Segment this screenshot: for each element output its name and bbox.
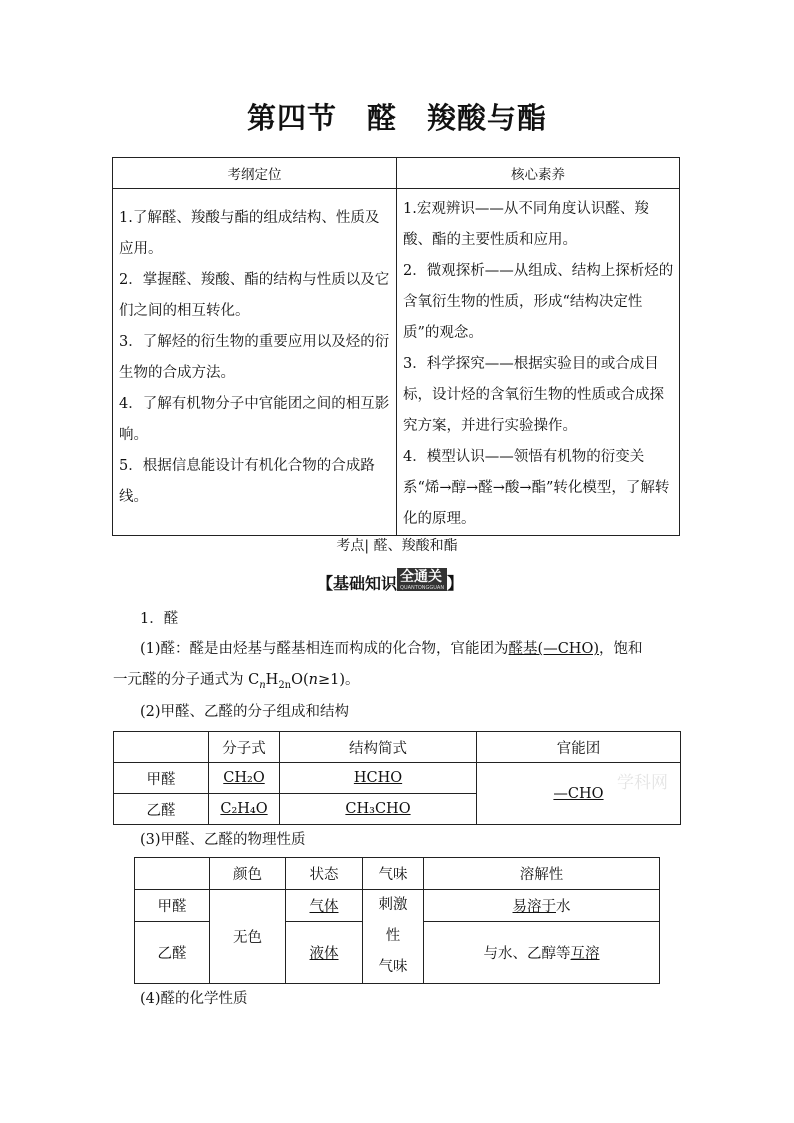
structure-acetaldehyde: CH₃CHO [280,794,477,825]
literacy-item: 2．微观探析——从组成、结构上探析烃的含氧衍生物的性质，形成“结构决定性质”的观念。 [403,263,674,341]
structure-header-formula: 分子式 [209,732,280,763]
text-span: O( [291,672,309,688]
solubility-pre: 与水、乙醇等 [483,946,571,962]
structure-formaldehyde: HCHO [280,763,477,794]
objectives-right-cell [397,189,680,536]
objectives-left-cell [113,189,397,536]
objective-item: 4．了解有机物分子中官能团之间的相互影响。 [119,396,390,443]
paragraph-aldehyde-definition [113,634,685,701]
subscript: n [259,679,266,691]
solubility-acetaldehyde [424,922,660,984]
objective-item: 5．根据信息能设计有机化合物的合成路线。 [119,458,375,505]
physical-header-state: 状态 [286,858,363,890]
banner-pill [397,568,447,591]
solubility-formaldehyde [424,890,660,922]
row-name-formaldehyde: 甲醛 [114,763,209,794]
watermark: 学科网 [617,773,668,793]
functional-group-cell: —CHO [477,763,681,825]
paragraph-chemical-caption: (4)醛的化学性质 [140,991,248,1007]
physical-properties-table [134,857,660,984]
smell-cell [363,890,424,984]
banner-right: 】 [447,574,464,593]
literacy-item: 3．科学探究——根据实验目的或合成目标，设计烃的含氧衍生物的性质或合成探究方案，并进行实验操作。 [403,356,664,434]
literacy-item: 1.宏观辨识——从不同角度认识醛、羧酸、酯的主要性质和应用。 [403,201,649,248]
variable-n: n [308,672,319,688]
text-span: 一元醛的分子通式为 C [113,672,260,688]
banner-left: 【基础知识 [317,574,398,593]
state-acetaldehyde: 液体 [286,922,363,984]
literacy-item: 4．模型认识——领悟有机物的衍变关系“烯→醇→醛→酸→酯”转化模型，了解转化的原理。 [403,449,670,527]
solubility-answer: 易溶于 [512,899,556,915]
objective-item: 3．了解烃的衍生物的重要应用以及烃的衍生物的合成方法。 [119,334,390,381]
banner-pill-text: 全通关 [400,569,443,585]
paragraph-structure-caption: (2)甲醛、乙醛的分子组成和结构 [140,704,350,720]
row-name-acetaldehyde: 乙醛 [114,794,209,825]
objective-item: 2．掌握醛、羧酸、酯的结构与性质以及它们之间的相互转化。 [119,272,390,319]
section-banner [317,568,463,594]
objectives-header-right: 核心素养 [397,158,680,189]
objective-item: 1.了解醛、羧酸与酯的组成结构、性质及应用。 [119,210,380,257]
row-name-acetaldehyde: 乙醛 [135,922,210,984]
objectives-header-left: 考纲定位 [113,158,397,189]
text-span: H [265,672,279,688]
functional-group-answer: 醛基(—CHO) [508,641,599,657]
page-title: 第四节 醛 羧酸与酯 [246,101,547,135]
smell-line: 刺激 [378,897,408,913]
physical-header-solubility: 溶解性 [424,858,660,890]
structure-header-simplified: 结构简式 [280,732,477,763]
smell-line: 气味 [378,959,408,975]
formula-acetaldehyde: C₂H₄O [209,794,280,825]
state-formaldehyde: 气体 [286,890,363,922]
topic-subheading: 考点| 醛、羧酸和酯 [336,538,458,554]
subscript: 2n [278,679,292,691]
text-span: ≥1)。 [318,672,360,688]
row-name-formaldehyde: 甲醛 [135,890,210,922]
physical-header-blank [135,858,210,890]
structure-table [113,731,681,825]
structure-header-blank [114,732,209,763]
solubility-answer: 互溶 [570,946,600,962]
objectives-table [112,157,680,536]
banner-pill-small: QUANTONGGUAN [400,585,445,591]
structure-header-group: 官能团 [477,732,681,763]
physical-header-smell: 气味 [363,858,424,890]
physical-header-color: 颜色 [210,858,286,890]
section-heading: 1．醛 [140,611,179,627]
formula-formaldehyde: CH₂O [209,763,280,794]
text-span: ，饱和 [599,641,643,657]
color-cell: 无色 [210,890,286,984]
paragraph-physical-caption: (3)甲醛、乙醛的物理性质 [140,832,306,848]
smell-line: 性 [385,928,401,944]
text-span: (1)醛：醛是由烃基与醛基相连而构成的化合物，官能团为 [140,641,509,657]
solubility-rest: 水 [556,899,571,915]
